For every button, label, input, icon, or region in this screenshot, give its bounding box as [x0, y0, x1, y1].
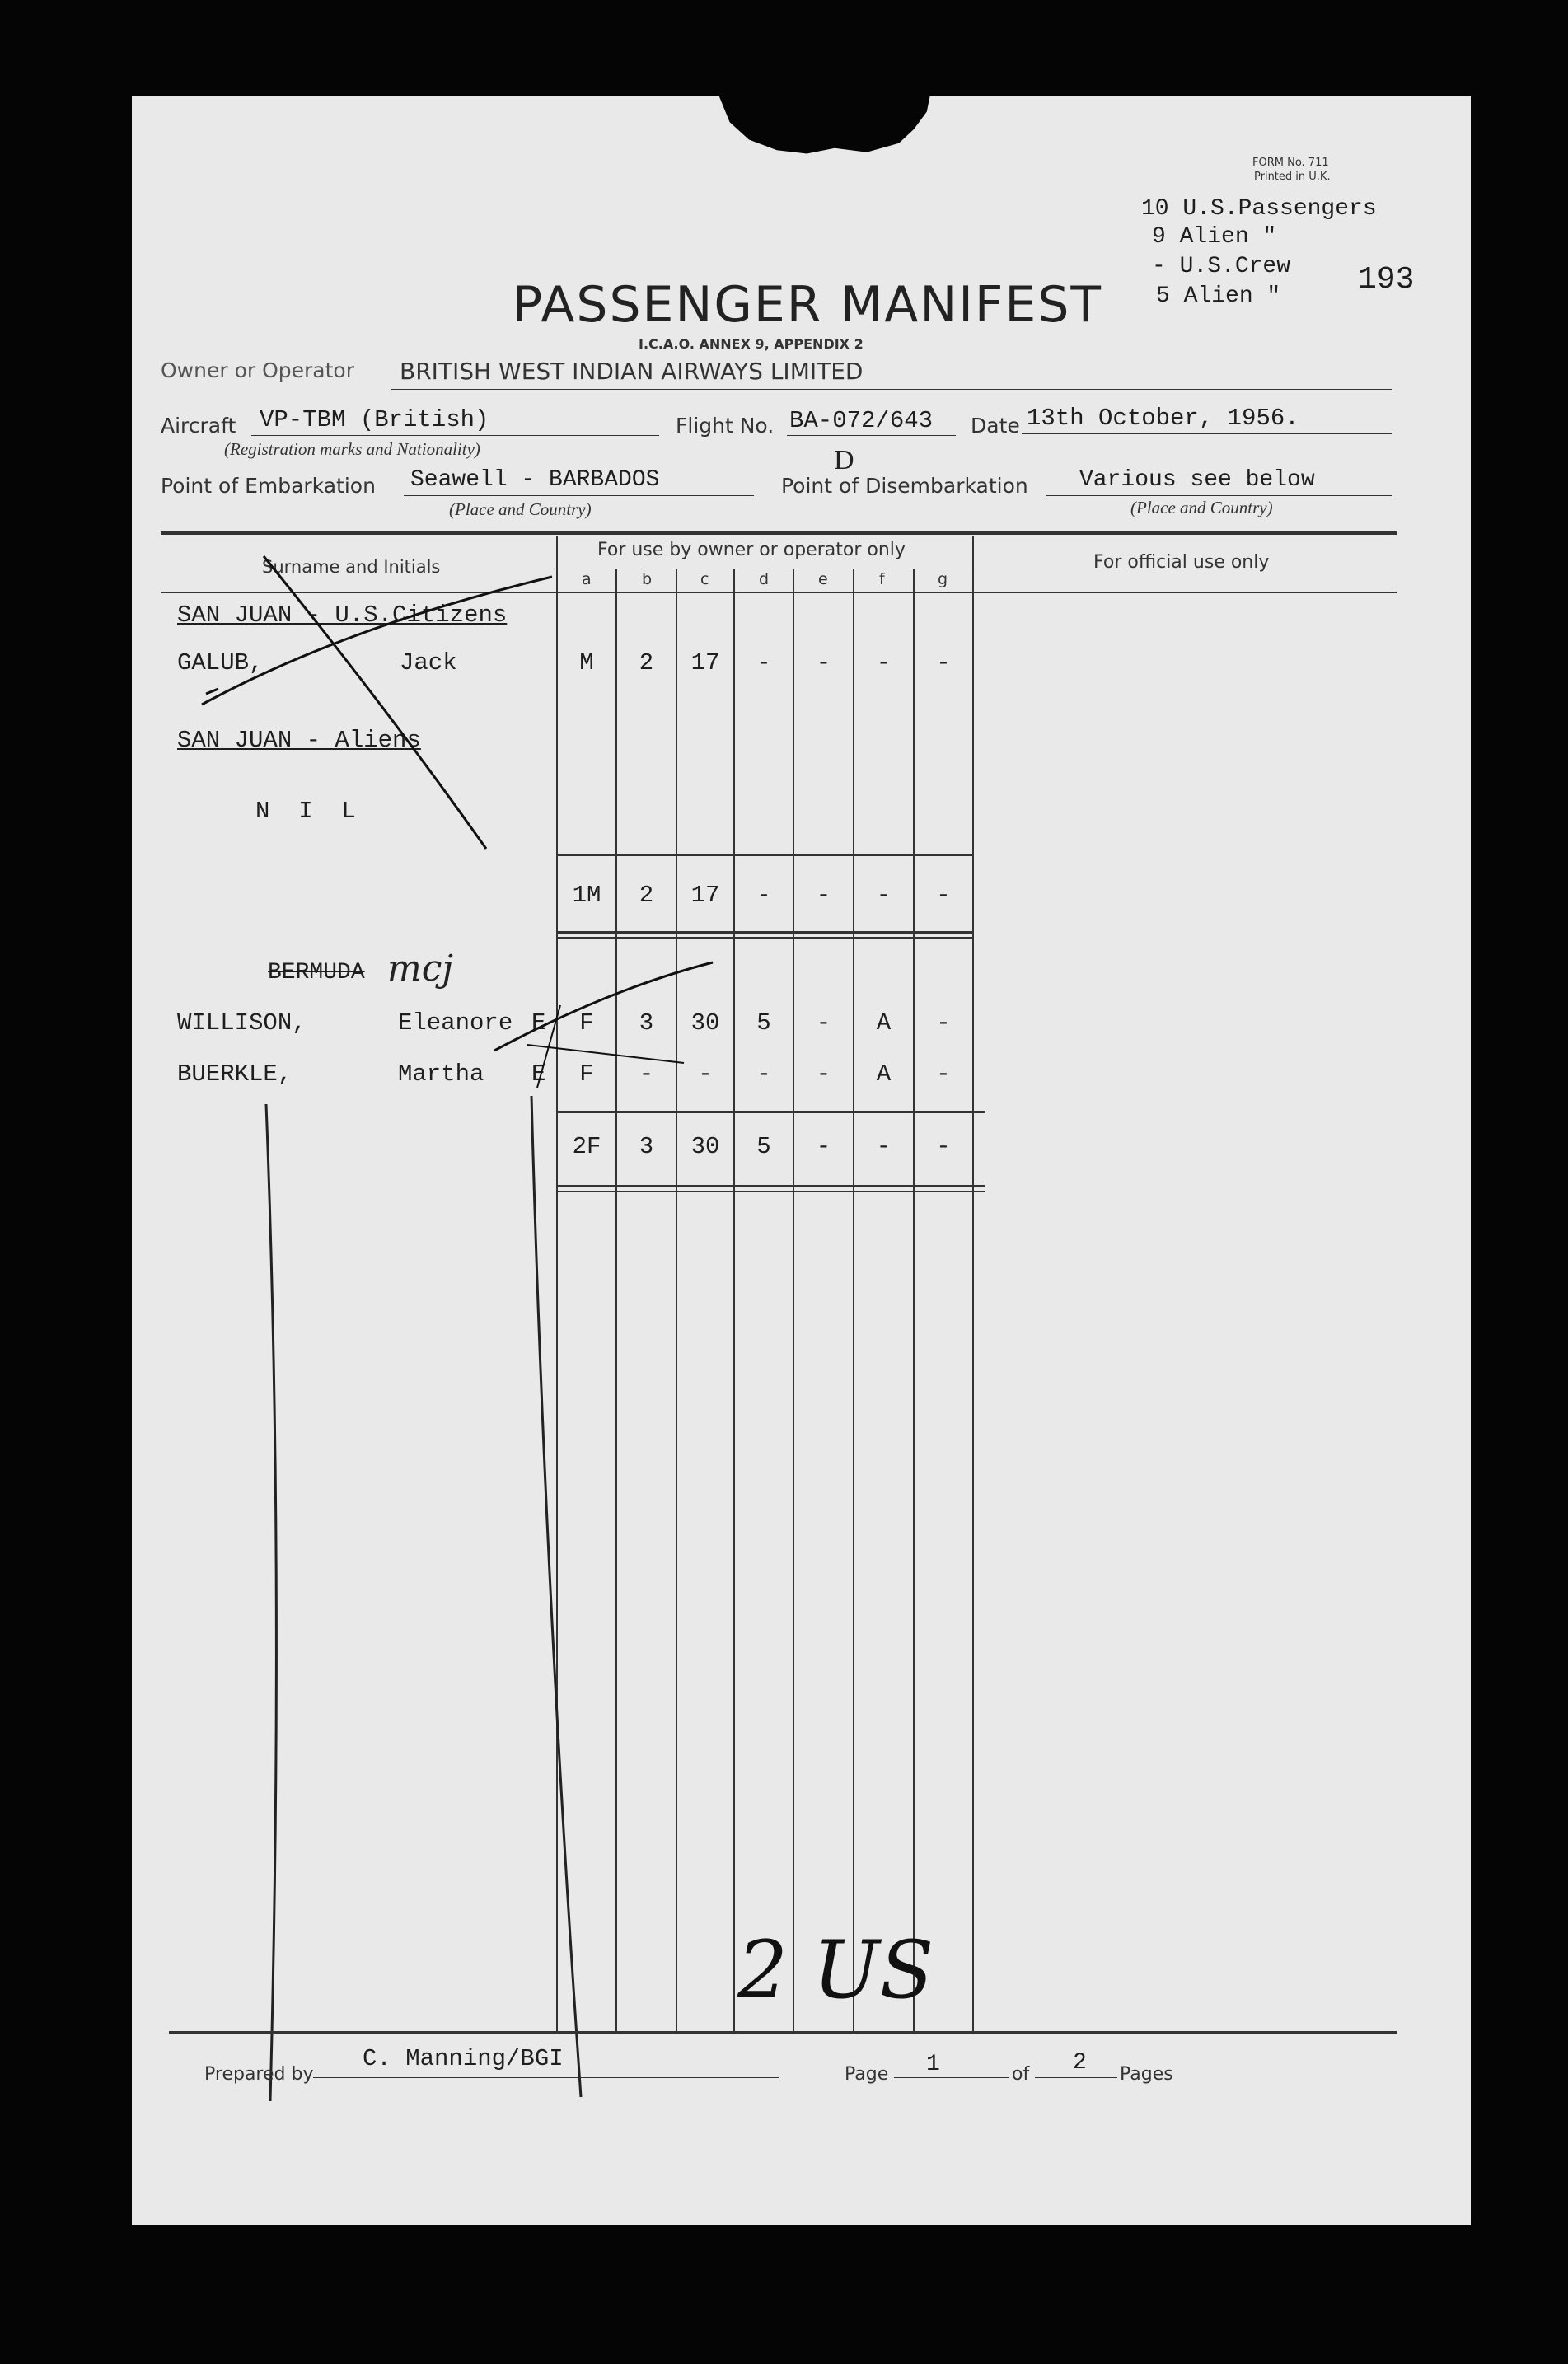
row2-surname: WILLISON, — [177, 1009, 307, 1037]
flight-value: BA-072/643 — [789, 407, 934, 434]
prepared-value: C. Manning/BGI — [363, 2045, 564, 2072]
tally-line-3: - U.S.Crew — [1152, 254, 1291, 279]
total1-cell-g: - — [936, 882, 951, 909]
page-value: 1 — [926, 2052, 940, 2077]
row2-cell-g: - — [936, 1009, 951, 1037]
page-underline — [894, 2077, 1009, 2078]
row3-surname: BUERKLE, — [177, 1060, 293, 1088]
total2-cell-c: 30 — [690, 1133, 720, 1160]
row3-cell-g: - — [936, 1060, 951, 1088]
disembark-mark: D — [834, 445, 854, 475]
owner-label: Owner or Operator — [161, 358, 354, 382]
row1-cell-c: 17 — [690, 649, 720, 676]
aircraft-value: VP-TBM (British) — [260, 406, 489, 433]
embark-label: Point of Embarkation — [161, 474, 376, 498]
row3-given: Martha — [398, 1060, 484, 1088]
row1-cell-b: 2 — [639, 649, 654, 676]
subcol-d: d — [759, 570, 770, 588]
section-san-juan-us: SAN JUAN - U.S.Citizens — [177, 602, 508, 629]
row3-cell-e: - — [816, 1060, 831, 1088]
page-title: PASSENGER MANIFEST — [513, 276, 1103, 334]
section-bermuda: BERMUDA — [268, 960, 365, 985]
tally-line-1: 10 U.S.Passengers — [1141, 196, 1377, 222]
row3-cell-b: - — [639, 1060, 654, 1088]
row2-given: Eleanore — [398, 1009, 513, 1037]
prepared-label: Prepared by — [204, 2064, 314, 2085]
total1-cell-a: 1M — [572, 882, 601, 909]
total2-cell-d: 5 — [756, 1133, 771, 1160]
total1-cell-d: - — [756, 882, 771, 909]
row3-cell-d: - — [756, 1060, 771, 1088]
form-number: FORM No. 711 — [1252, 157, 1329, 169]
handwritten-initials: mcj — [387, 948, 454, 990]
aircraft-label: Aircraft — [161, 414, 236, 438]
row2-cell-d: 5 — [756, 1009, 771, 1037]
total2-cell-f: - — [876, 1133, 892, 1160]
row1-surname: GALUB, — [177, 649, 264, 676]
row2-cell-f: A — [876, 1009, 892, 1037]
total2-cell-a: 2F — [572, 1133, 601, 1160]
strike-line-2 — [264, 556, 486, 849]
total2-cell-e: - — [816, 1133, 831, 1160]
prepared-underline — [313, 2077, 779, 2078]
section-san-juan-aliens: SAN JUAN - Aliens — [177, 727, 421, 754]
footer-rule — [169, 2031, 1397, 2034]
row3-cell-a: F — [579, 1060, 594, 1088]
row2-cell-e: - — [816, 1009, 831, 1037]
pages-label: Pages — [1120, 2064, 1173, 2085]
row2-cell-b: 3 — [639, 1009, 654, 1037]
row1-cell-a: M — [579, 649, 594, 676]
tally-line-2: 9 Alien " — [1152, 224, 1277, 250]
total1-cell-b: 2 — [639, 882, 654, 909]
subcol-c: c — [700, 570, 709, 588]
strike-line-3 — [494, 962, 713, 1051]
handwritten-note: 2 US — [737, 1924, 934, 2016]
page-subtitle: I.C.A.O. ANNEX 9, APPENDIX 2 — [639, 336, 864, 352]
row3-initial: E — [531, 1060, 546, 1088]
pages-underline — [1035, 2077, 1117, 2078]
row3-cell-f: A — [876, 1060, 892, 1088]
of-label: of — [1012, 2064, 1030, 2085]
total1-cell-f: - — [876, 882, 892, 909]
flight-label: Flight No. — [676, 414, 775, 438]
margin-line-1 — [266, 1104, 276, 2101]
owner-value: BRITISH WEST INDIAN AIRWAYS LIMITED — [400, 358, 864, 385]
page-label: Page — [845, 2064, 889, 2085]
subcol-f: f — [879, 570, 885, 588]
col-header-name: Surname and Initials — [262, 557, 441, 577]
subcol-a: a — [582, 570, 592, 588]
row2-cell-a: F — [579, 1009, 594, 1037]
embark-value: Seawell - BARBADOS — [410, 467, 660, 493]
row1-given: Jack — [400, 649, 457, 676]
row3-cell-c: - — [698, 1060, 713, 1088]
row1-cell-f: - — [876, 649, 892, 676]
disembark-label: Point of Disembarkation — [781, 474, 1028, 498]
row2-initial: E — [531, 1009, 546, 1037]
subcol-b: b — [642, 570, 653, 588]
embark-caption: (Place and Country) — [449, 499, 592, 519]
disembark-caption: (Place and Country) — [1130, 498, 1273, 517]
date-value: 13th October, 1956. — [1027, 405, 1299, 432]
pages-value: 2 — [1073, 2050, 1087, 2076]
row1-cell-g: - — [936, 649, 951, 676]
row2-cell-c: 30 — [690, 1009, 720, 1037]
row1-cell-d: - — [756, 649, 771, 676]
subcol-e: e — [818, 570, 828, 588]
date-label: Date — [971, 414, 1020, 438]
col-header-official: For official use only — [1093, 552, 1270, 573]
total2-cell-b: 3 — [639, 1133, 654, 1160]
page-stamp-number: 193 — [1358, 262, 1415, 297]
disembark-value: Various see below — [1079, 467, 1315, 493]
printed-label: Printed in U.K. — [1254, 171, 1331, 183]
pen-dash — [206, 689, 218, 694]
tally-line-4: 5 Alien " — [1156, 283, 1281, 309]
total1-cell-e: - — [816, 882, 831, 909]
total1-cell-c: 17 — [690, 882, 720, 909]
nil-entry: N I L — [255, 798, 356, 825]
subcol-g: g — [938, 570, 948, 588]
strike-line-1 — [202, 577, 552, 705]
total2-cell-g: - — [936, 1133, 951, 1160]
aircraft-caption: (Registration marks and Nationality) — [224, 439, 480, 459]
col-header-owner: For use by owner or operator only — [597, 540, 906, 560]
strike-line-4 — [527, 1045, 684, 1063]
row1-cell-e: - — [816, 649, 831, 676]
margin-line-2 — [531, 1096, 581, 2097]
